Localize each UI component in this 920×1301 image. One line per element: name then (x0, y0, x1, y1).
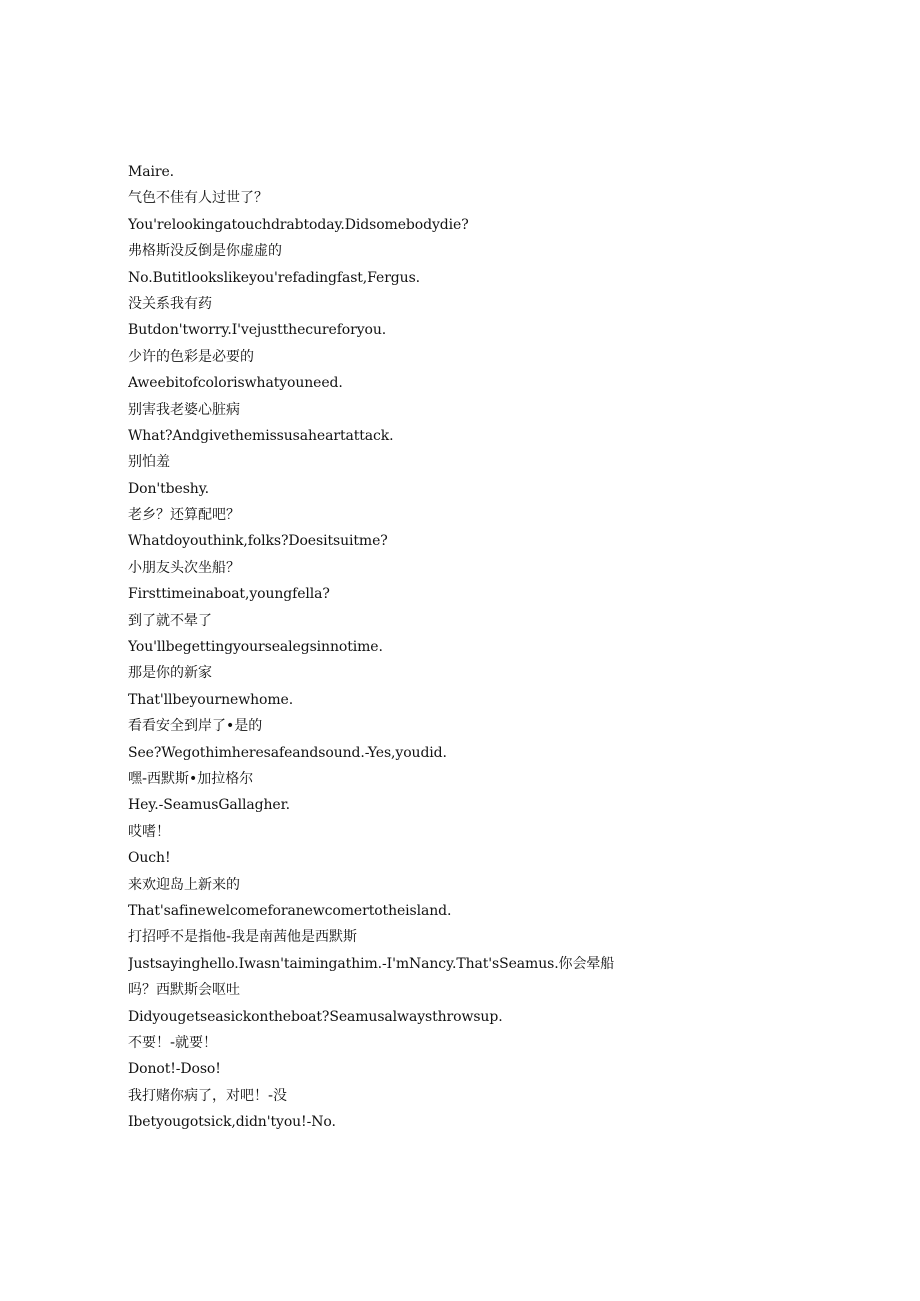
text-line: 那是你的新家 (128, 665, 212, 682)
text-line: What?Andgivethemissusaheartattack. (128, 427, 394, 444)
text-line: No.Butitlookslikeyou'refadingfast,Fergus. (128, 269, 420, 286)
text-line: That'safinewelcomeforanewcomertotheisland. (128, 902, 452, 919)
text-line: 吗？西默斯会呕吐 (128, 982, 240, 999)
text-line: Donot!-Doso! (128, 1061, 221, 1078)
text-line: See?Wegothimheresafeandsound.-Yes,youdid. (128, 744, 447, 761)
text-line: 打招呼不是指他-我是南茜他是西默斯 (128, 929, 358, 946)
text-line: 来欢迎岛上新来的 (128, 876, 240, 893)
text-line: 气色不佳有人过世了？ (128, 190, 268, 207)
text-line: Justsayinghello.Iwasn'taimingathim.-I'mNancy.That'sSeamus.你会晕船 (128, 955, 615, 972)
text-line: 别怕羞 (128, 454, 170, 471)
text-line: You'relookingatouchdrabtoday.Didsomebodydie? (128, 216, 469, 233)
text-line: Ibetyougotsick,didn'tyou!-No. (128, 1114, 336, 1131)
text-line: 我打赌你病了，对吧！-没 (128, 1087, 288, 1104)
text-line: That'llbeyournewhome. (128, 691, 294, 708)
text-line: 弗格斯没反倒是你虚虚的 (128, 243, 282, 260)
text-line: 看看安全到岸了•是的 (128, 718, 263, 735)
text-line: 没关系我有药 (128, 295, 212, 312)
text-line: 少许的色彩是必要的 (128, 348, 254, 365)
text-line: Aweebitofcoloriswhatyouneed. (128, 375, 343, 392)
text-line: Butdon'tworry.I'vejustthecureforyou. (128, 322, 387, 339)
text-line: 到了就不晕了 (128, 612, 212, 629)
text-line: Maire. (128, 164, 174, 180)
text-line: 小朋友头次坐船？ (128, 559, 240, 576)
text-line: Don'tbeshy. (128, 480, 209, 497)
text-line: 哎嗜！ (128, 823, 170, 840)
text-line: Hey.-SeamusGallagher. (128, 797, 291, 814)
text-line: Didyougetseasickontheboat?Seamusalwaysthrowsup. (128, 1008, 503, 1025)
text-line: Whatdoyouthink,folks?Doesitsuitme? (128, 533, 388, 550)
text-line: 不要！-就要！ (128, 1034, 218, 1051)
text-line: 嘿-西默斯•加拉格尔 (128, 770, 254, 787)
text-line: 别害我老婆心脏病 (128, 401, 240, 418)
subtitle-text-block (128, 159, 868, 1135)
text-line: Ouch! (128, 850, 171, 867)
text-line: Firsttimeinaboat,youngfella? (128, 586, 330, 603)
text-line: You'llbegettingyoursealegsinnotime. (128, 639, 383, 656)
text-line: 老乡？还算配吧？ (128, 507, 240, 524)
